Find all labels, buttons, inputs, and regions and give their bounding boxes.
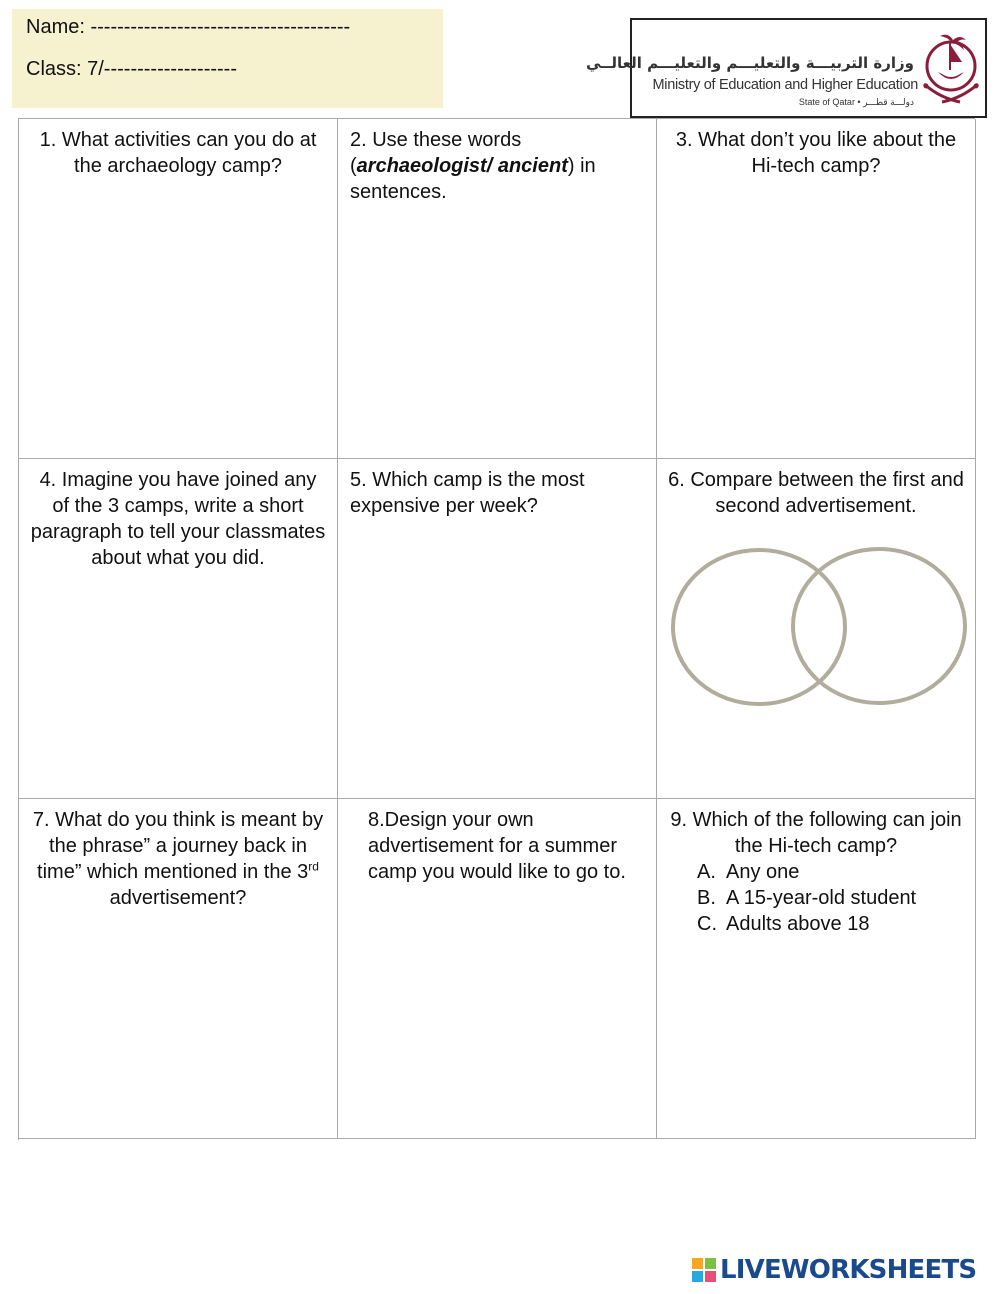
student-info-box — [12, 9, 443, 108]
class-field[interactable]: Class: 7/-------------------- — [26, 58, 238, 80]
ministry-logo — [585, 18, 987, 118]
question-9-options — [667, 859, 965, 937]
ordinal-suffix: rd — [308, 859, 319, 874]
question-1-cell[interactable] — [19, 119, 338, 459]
option-b[interactable]: B. A 15-year-old student — [697, 887, 917, 909]
option-a[interactable]: A. Any one — [697, 861, 800, 883]
question-8-text: 8.Design your own advertisement for a summer camp you would like to go to. — [368, 809, 626, 883]
option-c[interactable]: C. Adults above 18 — [697, 913, 870, 935]
state-of-qatar-label: State of Qatar • دولـــة قطـــر — [798, 97, 914, 107]
liveworksheets-logo — [692, 1253, 992, 1287]
word-slash: / — [486, 155, 498, 177]
venn-right-circle — [793, 549, 965, 703]
question-2-text: 2. Use these words (archaeologist/ ancient) in sentences. — [350, 129, 596, 203]
venn-diagram[interactable] — [665, 547, 970, 709]
liveworksheets-icon — [692, 1258, 716, 1282]
question-7-text: 7. What do you think is meant by the phrase” a journey back in time” which mentioned in the 3rd advertisement? — [32, 809, 324, 909]
word-archaeologist: archaeologist — [356, 155, 487, 177]
question-9-text: 9. Which of the following can join the Hi-tech camp? — [670, 809, 962, 857]
ministry-name-english: Ministry of Education and Higher Education — [652, 77, 918, 93]
question-grid — [18, 118, 975, 1140]
liveworksheets-brand: LIVEWORKSHEETS — [720, 1255, 977, 1285]
question-3-text: 3. What don’t you like about the Hi-tech camp? — [675, 129, 957, 177]
ministry-name-arabic: وزارة التربيـــة والتعليـــم والتعليـــم العالــي — [585, 54, 914, 72]
question-5-cell[interactable] — [338, 459, 657, 799]
question-4-text: 4. Imagine you have joined any of the 3 camps, write a short paragraph to tell your classmates about what you did. — [30, 469, 326, 569]
word-ancient: ancient — [497, 155, 568, 177]
question-3-cell[interactable] — [657, 119, 976, 459]
question-9-cell[interactable] — [657, 799, 976, 1139]
question-7-cell[interactable] — [19, 799, 338, 1139]
question-6-text: 6. Compare between the first and second advertisement. — [668, 469, 964, 517]
question-1-text: 1. What activities can you do at the archaeology camp? — [39, 129, 317, 177]
name-field[interactable]: Name: --------------------------------------- — [26, 16, 351, 38]
question-2-cell[interactable] — [338, 119, 657, 459]
question-8-cell[interactable] — [338, 799, 657, 1139]
question-4-cell[interactable] — [19, 459, 338, 799]
qatar-emblem-icon — [920, 28, 982, 110]
question-6-cell[interactable] — [657, 459, 976, 799]
question-5-text: 5. Which camp is the most expensive per week? — [350, 469, 585, 517]
